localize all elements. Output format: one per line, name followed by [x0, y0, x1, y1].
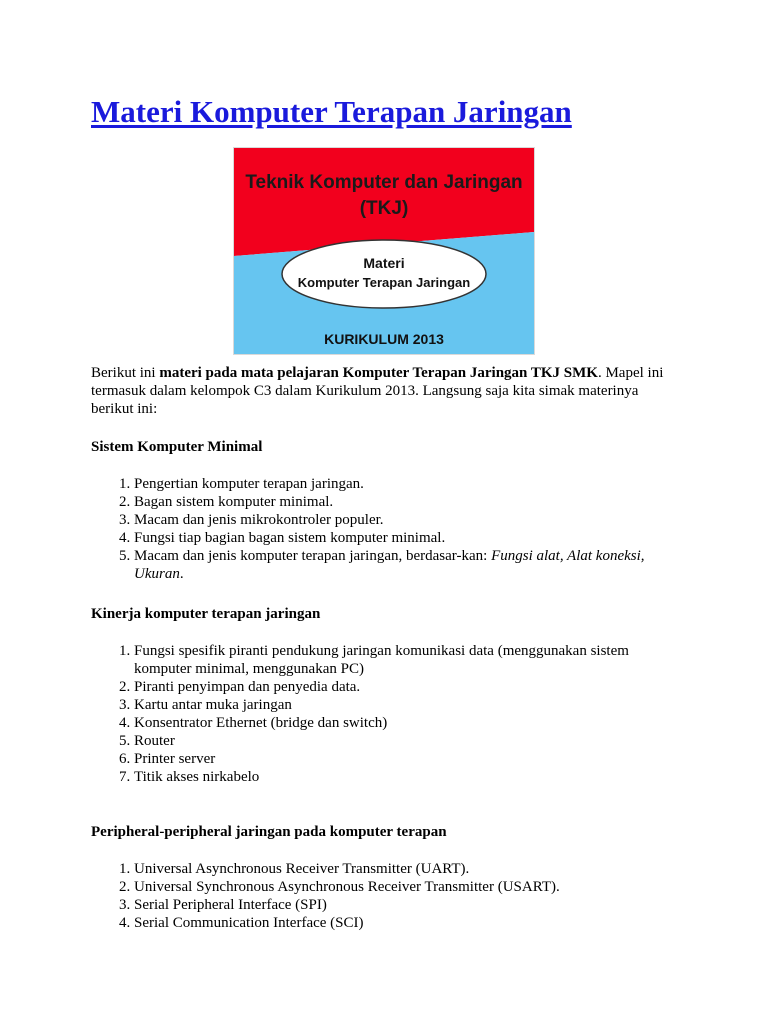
list-item: 6. Printer server — [134, 750, 681, 768]
banner-oval-line2: Komputer Terapan Jaringan — [297, 275, 471, 290]
banner-line2: (TKJ) — [359, 198, 409, 219]
list-peripheral-jaringan — [91, 860, 681, 932]
banner-graphic — [234, 148, 534, 354]
banner-footer: KURIKULUM 2013 — [324, 331, 444, 347]
intro-bold: materi pada mata pelajaran Komputer Terapan Jaringan TKJ SMK — [159, 365, 598, 381]
banner-oval — [282, 240, 486, 308]
section-heading-3: Peripheral-peripheral jaringan pada komputer terapan — [91, 824, 447, 840]
list-item: 4. Serial Communication Interface (SCI) — [134, 914, 681, 932]
list-item: 7. Titik akses nirkabelo — [134, 768, 681, 786]
list-item: 4. Fungsi tiap bagian bagan sistem komputer minimal. — [134, 529, 681, 547]
intro-rest: . Mapel ini termasuk dalam kelompok C3 dalam Kurikulum 2013. Langsung saja kita simak materinya berikut ini: — [91, 365, 664, 417]
list-item: 2. Universal Synchronous Asynchronous Receiver Transmitter (USART). — [134, 878, 681, 896]
banner-line1: Teknik Komputer dan Jaringan — [245, 172, 523, 193]
list-item: 1. Fungsi spesifik piranti pendukung jaringan komunikasi data (menggunakan sistem komputer minimal, menggunakan PC) — [134, 642, 681, 678]
list-item: 4. Konsentrator Ethernet (bridge dan switch) — [134, 714, 681, 732]
list-kinerja-komputer — [91, 642, 681, 786]
banner-oval-line1: Materi — [363, 255, 405, 271]
intro-paragraph — [91, 364, 681, 418]
list-item-end: . — [179, 566, 184, 582]
list-item: 3. Kartu antar muka jaringan — [134, 696, 681, 714]
list-item: 5. Router — [134, 732, 681, 750]
list-sistem-komputer-minimal — [91, 475, 681, 583]
list-item: 2. Bagan sistem komputer minimal. — [134, 493, 681, 511]
list-item: 2. Piranti penyimpan dan penyedia data. — [134, 678, 681, 696]
list-item-italic: Fungsi alat, Alat koneksi, Ukuran — [134, 548, 645, 582]
section-heading-1: Sistem Komputer Minimal — [91, 439, 263, 455]
list-item: 3. Serial Peripheral Interface (SPI) — [134, 896, 681, 914]
list-item — [134, 547, 681, 583]
section-heading-2: Kinerja komputer terapan jaringan — [91, 606, 321, 622]
list-item: 3. Macam dan jenis mikrokontroler populer. — [134, 511, 681, 529]
list-item-text: Macam dan jenis komputer terapan jaringan, berdasar-kan: — [134, 548, 492, 564]
list-item: 1. Pengertian komputer terapan jaringan. — [134, 475, 681, 493]
article-body — [91, 364, 681, 932]
tkj-banner-image — [233, 147, 535, 355]
page-title[interactable]: Materi Komputer Terapan Jaringan — [91, 94, 572, 129]
intro-lead: Berikut ini — [91, 365, 160, 381]
list-item: 1. Universal Asynchronous Receiver Transmitter (UART). — [134, 860, 681, 878]
